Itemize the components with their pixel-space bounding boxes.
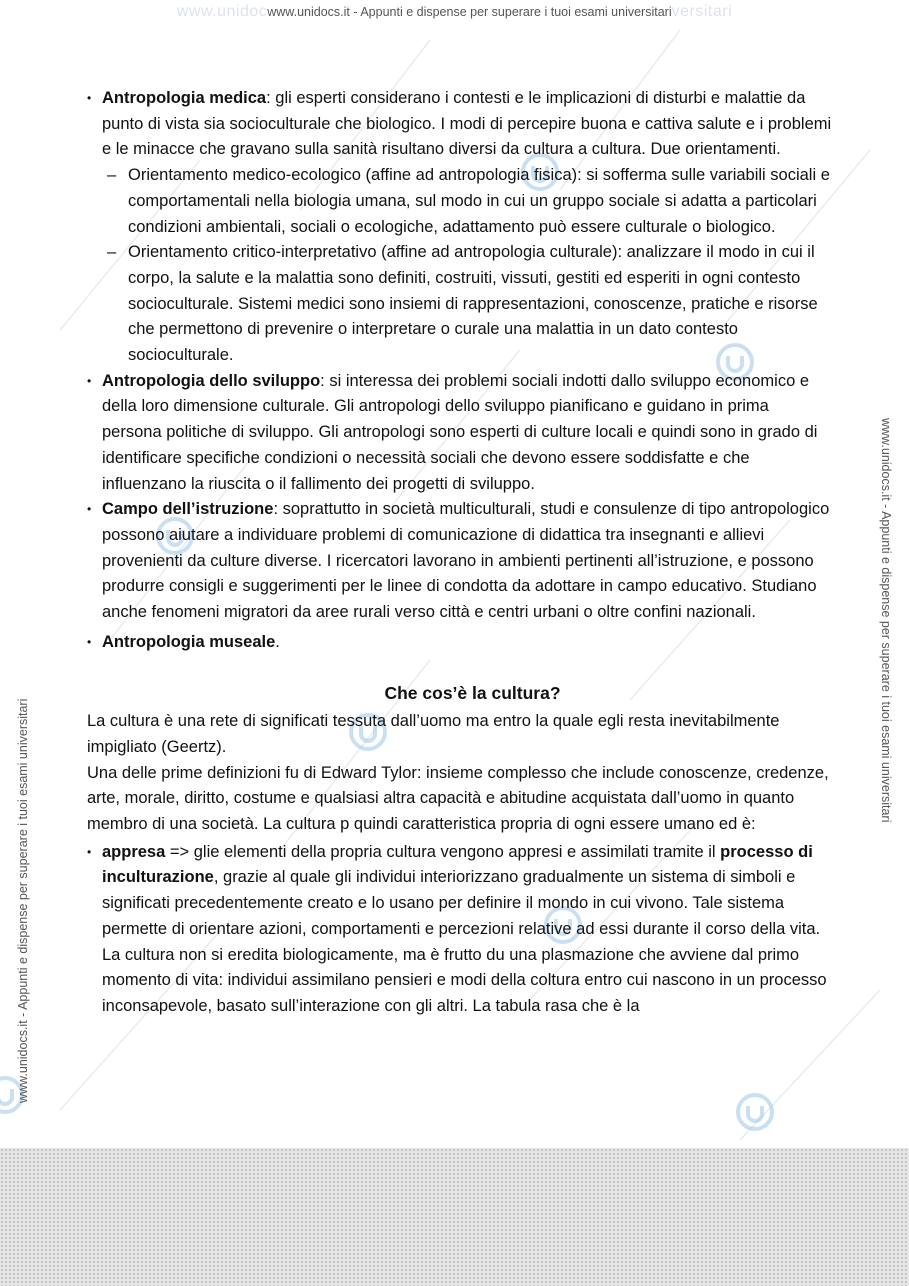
bullet-item: [87, 497, 832, 626]
bullet-text: => glie elementi della propria cultura vengono appresi e assimilati tramite il: [165, 842, 721, 861]
bullet-icon: •: [87, 844, 92, 859]
bullet-icon: •: [87, 634, 92, 649]
unidocs-logo-icon: [738, 1095, 772, 1129]
bullet-icon: •: [87, 373, 92, 388]
bullet-icon: •: [87, 91, 92, 105]
term-bold: Campo dell’istruzione: [102, 500, 274, 519]
bullet-icon: •: [87, 502, 92, 517]
preview-blur-overlay: [0, 1148, 909, 1286]
bullet-text: : si interessa dei problemi sociali indotti dallo sviluppo economico e della loro dimensione culturale. Gli antropologi dello sviluppo pianificano e guidano in prima persona politiche di sviluppo. Gli antropologi sono esperti di culture locali e quindi sono in grado di identificare specifiche condizioni o necessità sociali che devono essere soddisfatte e che influenzano la riuscita o il fallimento dei progetti di sviluppo.: [102, 371, 818, 493]
bullet-text: , grazie al quale gli individui interiorizzano gradualmente un sistema di simboli e significati precedentemente creato e lo usano per definire il mondo in cui vivono. Tale sistema permette di orientare azioni, comportamenti e percezioni relative ad essi durante il corso della vita. La cultura non si eredita biologicamente, ma è frutto du una plasmazione che avviene dal primo momento di vita: individui assimilano pensieri e modi della coltura entro cui nascono in un processo inconsapevole, basato sull’interazione con gli altri. La tabula rasa che è la: [102, 868, 827, 1015]
sub-bullet-text: Orientamento critico-interpretativo (affine ad antropologia culturale): analizzare il modo in cui il corpo, la salute e la malattia sono definiti, costruiti, vissuti, gestiti ed esperiti in ogni contesto socioculturale. Sistemi medici sono insiemi di rappresentazioni, conoscenze, pratiche e risorse che permettono di prevenire o interpretare o curale una malattia in un dato contesto socioculturale.: [128, 243, 818, 365]
bullet-item: [87, 369, 832, 498]
section-heading: Che cos’è la cultura?: [384, 683, 561, 704]
bullet-item: [87, 630, 832, 656]
sub-bullet-item: [87, 163, 832, 240]
bullet-item: [87, 840, 832, 1020]
term-bold: appresa: [102, 842, 166, 861]
paragraph: Una delle prime definizioni fu di Edward Tylor: insieme complesso che include conoscenze, credenze, arte, morale, diritto, costume e qualsiasi altra capacità e abitudine acquistata dall’uomo in quanto membro di una società. La cultura p quindi caratteristica propria di ogni essere umano ed è:: [87, 763, 829, 833]
watermark-side-left: www.unidocs.it - Appunti e dispense per superare i tuoi esami universitari: [16, 698, 30, 1103]
term-bold: processo di inculturazione: [102, 842, 813, 887]
bullet-text: .: [275, 632, 280, 651]
term-bold: Antropologia medica: [102, 89, 267, 107]
term-bold: Antropologia dello sviluppo: [102, 371, 321, 390]
watermark-header-text: www.unidocs.it - Appunti e dispense per superare i tuoi esami universitari: [267, 5, 672, 19]
paragraph: La cultura è una rete di significati tessuta dall’uomo ma entro la quale egli resta inevitabilmente impigliato (Geertz).: [87, 712, 780, 756]
document-body: [87, 86, 832, 1020]
sub-bullet-item: [87, 240, 832, 369]
sub-bullet-text: Orientamento medico-ecologico (affine ad antropologia fisica): si sofferma sulle variabili sociali e comportamentali nella biologia umana, sul modo in cui un gruppo sociale si adatta a particolari condizioni ambientali, sociali o ecologiche, adattamento può essere culturale o biologico.: [128, 166, 830, 236]
dash-icon: –: [107, 243, 117, 262]
bullet-text: : gli esperti considerano i contesti e le implicazioni di disturbi e malattie da punto di vista sia socioculturale che biologico. I modi di percepire buona e cattiva salute e i problemi e le minacce che gravano sulla sanità risultano diversi da cultura a cultura. Due orientamenti.: [102, 89, 832, 159]
term-bold: Antropologia museale: [102, 632, 276, 651]
dash-icon: –: [107, 166, 117, 185]
watermark-ghost-left: www.unidoc: [176, 3, 268, 20]
watermark-header: [0, 3, 909, 21]
bullet-text: : soprattutto in società multiculturali, studi e consulenze di tipo antropologico possono aiutare a individuare problemi di comunicazione di didattica tra insegnanti e allievi provenienti da culture diverse. I ricercatori lavorano in ambienti pertinenti all’istruzione, e possono produrre consigli e suggerimenti per le linee di condotta da adottare in campo educativo. Studiano anche fenomeni migratori da aree rurali verso città e centri urbani o oltre confini nazionali.: [102, 500, 830, 622]
watermark-ghost-right: versitari: [671, 3, 733, 20]
bullet-item: [87, 86, 832, 163]
watermark-side-right: www.unidocs.it - Appunti e dispense per superare i tuoi esami universitari: [879, 418, 893, 823]
